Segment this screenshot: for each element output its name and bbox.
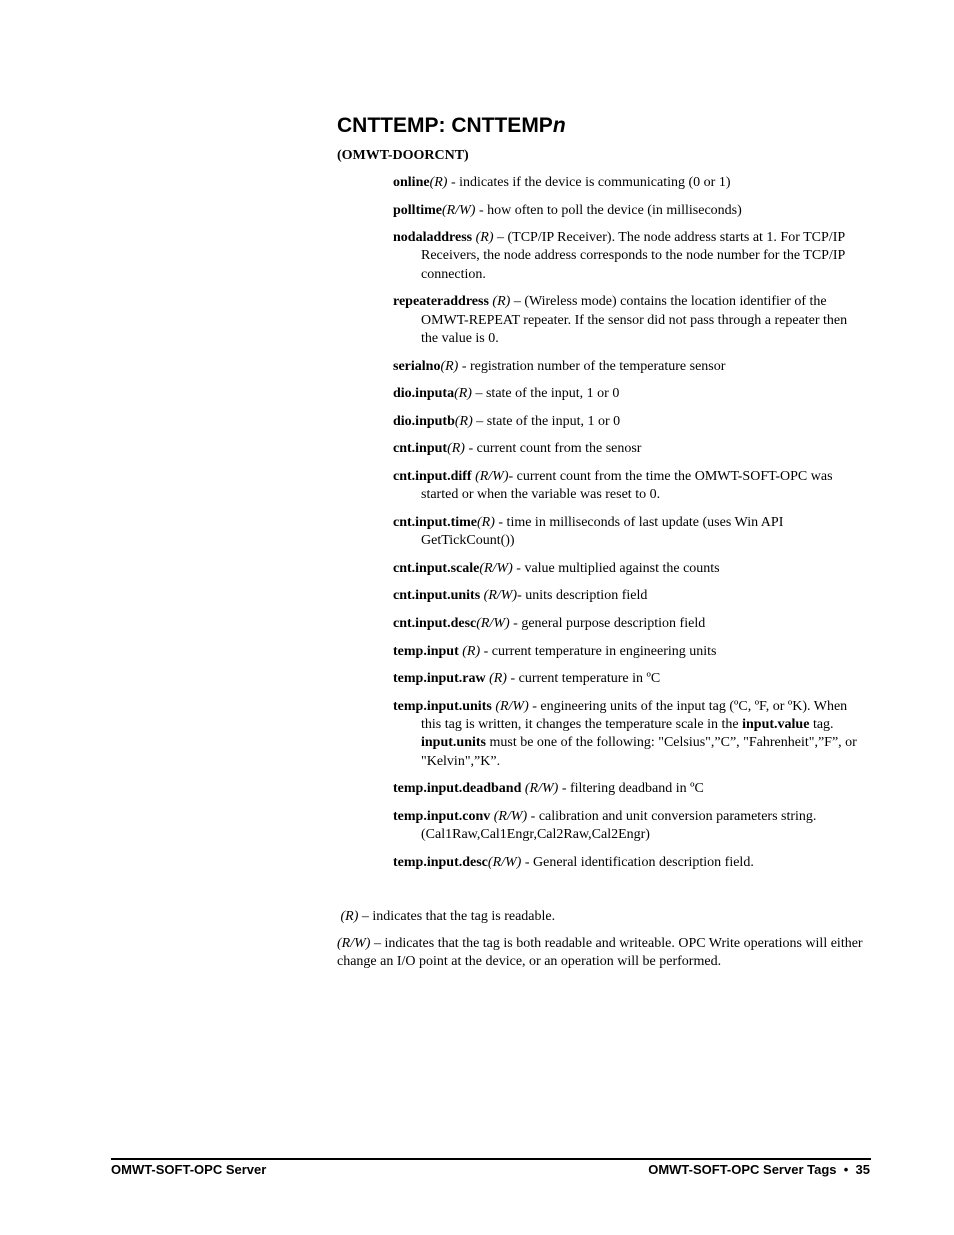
tag-name: cnt.input.desc xyxy=(393,615,477,631)
footer-divider xyxy=(111,1158,871,1160)
tag-access: (R/W) xyxy=(480,588,518,604)
tag-access: (R/W) xyxy=(491,698,529,714)
tag-name: temp.input.deadband xyxy=(393,781,522,797)
tag-access: (R/W) xyxy=(476,615,510,631)
tag-description: - how often to poll the device (in milliseconds) xyxy=(475,202,742,218)
tag-name: temp.input.units xyxy=(393,698,492,714)
tag-entry xyxy=(393,202,863,220)
tag-access: (R) xyxy=(454,413,473,429)
footer-bullet: • xyxy=(843,1162,849,1177)
tag-reference-input-units: input.units xyxy=(421,735,486,751)
tag-description: - current temperature in ºC xyxy=(506,671,661,687)
tag-entry xyxy=(393,854,863,872)
tag-entry xyxy=(393,358,863,376)
device-subtitle: (OMWT-DOORCNT) xyxy=(337,148,469,163)
title-suffix: n xyxy=(552,114,566,137)
tag-entry xyxy=(393,514,863,551)
tag-description: - time in milliseconds of last update (uses Win API GetTickCount()) xyxy=(421,514,784,549)
tag-description: - engineering units of the input tag (ºC, ºF, or ºK). When this tag is written, it changes the temperature scale in the xyxy=(421,698,848,732)
tag-access: (R/W) xyxy=(487,854,522,870)
tag-entry xyxy=(393,643,863,661)
tag-entry xyxy=(393,385,863,403)
tag-access: (R) xyxy=(477,514,495,530)
tag-name: dio.inputb xyxy=(393,413,455,429)
tag-name: cnt.input.diff xyxy=(393,468,472,484)
tag-list xyxy=(393,174,863,881)
tag-description: - General identification description field. xyxy=(521,854,754,870)
tag-name: polltime xyxy=(393,202,442,218)
tag-entry xyxy=(393,615,863,633)
tag-entry xyxy=(393,468,863,505)
tag-name: temp.input.raw xyxy=(393,671,486,687)
tag-description: – (Wireless mode) contains the location identifier of the OMWT-REPEAT repeater. If the sensor did not pass through a repeater then the value is 0. xyxy=(421,294,848,346)
tag-name: cnt.input.units xyxy=(393,588,481,604)
tag-description: - current count from the time the OMWT-SOFT-OPC was started or when the variable was reset to 0. xyxy=(421,468,833,503)
tag-access: (R/W) xyxy=(521,781,559,797)
tag-description: - indicates if the device is communicating (0 or 1) xyxy=(447,175,731,190)
footer-section xyxy=(648,1161,870,1179)
tag-entry xyxy=(393,587,863,605)
tag-access: (R/W) xyxy=(490,808,528,824)
tag-name: cnt.input.scale xyxy=(393,560,480,576)
tag-description: - units description field xyxy=(517,588,648,604)
tag-name: serialno xyxy=(393,358,441,374)
tag-name: nodaladdress xyxy=(393,230,473,246)
tag-name: temp.input.desc xyxy=(393,854,488,870)
tag-description: - value multiplied against the counts xyxy=(512,560,720,576)
tag-description: - current temperature in engineering units xyxy=(480,643,717,659)
tag-description-mid: tag. xyxy=(809,716,834,732)
tag-entry xyxy=(393,174,863,192)
tag-entry xyxy=(393,808,863,845)
tag-name: cnt.input xyxy=(393,441,448,457)
tag-access: (R) xyxy=(429,175,448,190)
tag-name: cnt.input.time xyxy=(393,514,477,530)
tag-description: - filtering deadband in ºC xyxy=(558,781,704,797)
tag-description: – (TCP/IP Receiver). The node address starts at 1. For TCP/IP Receivers, the node address corresponds to the node number for the TCP/IP connection. xyxy=(421,230,845,282)
footer-manual-title: OMWT-SOFT-OPC Server xyxy=(111,1162,267,1177)
tag-access: (R/W) xyxy=(471,468,509,484)
page-title xyxy=(337,112,566,140)
tag-description: – state of the input, 1 or 0 xyxy=(471,386,620,402)
tag-access: (R) xyxy=(447,441,465,457)
tag-access: (R) xyxy=(488,294,511,310)
tag-entry xyxy=(393,413,863,431)
note-access: (R/W) xyxy=(337,936,371,951)
tag-description: - calibration and unit conversion parameters string. (Cal1Raw,Cal1Engr,Cal2Raw,Cal2Engr) xyxy=(421,808,817,843)
tag-access: (R) xyxy=(440,358,459,374)
tag-name: temp.input xyxy=(393,643,459,659)
note-readable xyxy=(337,908,867,926)
tag-name: repeateraddress xyxy=(393,294,489,310)
tag-entry xyxy=(393,670,863,688)
tag-entry xyxy=(393,560,863,578)
tag-access: (R/W) xyxy=(442,202,476,218)
note-text: – indicates that the tag is readable. xyxy=(358,909,556,924)
tag-entry-units xyxy=(393,698,863,771)
tag-access: (R) xyxy=(458,643,481,659)
tag-access: (R) xyxy=(485,671,507,687)
tag-reference-input-value: input.value xyxy=(742,716,810,732)
tag-name: temp.input.conv xyxy=(393,808,491,824)
note-text: – indicates that the tag is both readable and writeable. OPC Write operations will either change an I/O point at the device, or an operation will be performed. xyxy=(337,936,863,970)
tag-access: (R/W) xyxy=(479,560,513,576)
tag-name: online xyxy=(393,175,430,190)
tag-description: - general purpose description field xyxy=(509,615,706,631)
tag-entry xyxy=(393,293,863,348)
tag-entry xyxy=(393,440,863,458)
tag-description: - current count from the senosr xyxy=(464,441,642,457)
tag-description: - registration number of the temperature sensor xyxy=(458,358,726,374)
tag-entry xyxy=(393,780,863,798)
footer-section-title: OMWT-SOFT-OPC Server Tags xyxy=(648,1162,837,1177)
tag-access: (R) xyxy=(454,386,472,402)
tag-description: – state of the input, 1 or 0 xyxy=(472,413,621,429)
tag-description-end: must be one of the following: "Celsius",”C”, "Fahrenheit",”F”, or "Kelvin",”K”. xyxy=(421,735,857,769)
tag-access: (R) xyxy=(472,230,494,246)
note-read-write xyxy=(337,935,867,972)
note-access: (R) xyxy=(340,909,359,924)
tag-name: dio.inputa xyxy=(393,386,455,402)
title-prefix: CNTTEMP: CNTTEMP xyxy=(337,114,553,137)
page-number: 35 xyxy=(855,1162,870,1177)
tag-entry xyxy=(393,229,863,284)
